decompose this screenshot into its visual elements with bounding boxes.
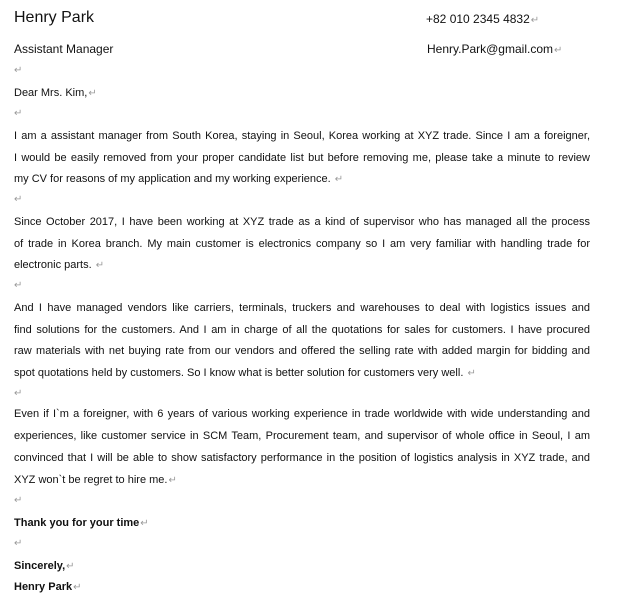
sender-title: Assistant Manager [14,42,114,56]
greeting-line: Dear Mrs. Kim,↵ [14,87,97,99]
body-line: Since October 2017, I have been working at XYZ trade as a kind of supervisor who has managed all the process [14,216,590,228]
paragraph-mark-icon: ↵ [554,45,563,56]
body-line: Even if I`m a foreigner, with 6 years of various working experience in trade worldwide with wide understanding and [14,408,590,420]
body-line-end: my CV for reasons of my application and my working experience. ↵ [14,173,344,185]
body-line: raw materials with net buying rate from our vendors and offered the selling rate with added margin for bidding and [14,345,590,357]
sender-phone: +82 010 2345 4832↵ [426,12,540,26]
paragraph-mark-icon: ↵ [334,174,344,185]
body-line: convinced that I will be able to show satisfactory performance in the position of logistics analysis in XYZ trade, and [14,452,590,464]
body-line: find solutions for the customers. And I am in charge of all the quotations for sales for customers. I have procured [14,324,590,336]
empty-paragraph-mark-icon: ↵ [14,280,23,291]
empty-paragraph-mark-icon: ↵ [14,65,23,76]
body-line: of trade in Korea branch. My main customer is electronics company so I am very familiar with handling trade for [14,238,590,250]
sincerely-line: Sincerely,↵ [14,560,75,572]
empty-paragraph-mark-icon: ↵ [14,388,23,399]
paragraph-mark-icon: ↵ [140,518,149,529]
empty-paragraph-mark-icon: ↵ [14,108,23,119]
paragraph-mark-icon: ↵ [66,561,75,572]
sender-email: Henry.Park@gmail.com↵ [427,42,563,56]
paragraph-mark-icon: ↵ [95,260,105,271]
paragraph-mark-icon: ↵ [88,88,97,99]
paragraph-mark-icon: ↵ [530,15,540,26]
signature-line: Henry Park↵ [14,581,82,593]
body-line: And I have managed vendors like carriers, terminals, truckers and warehouses to deal with logistics issues and [14,302,590,314]
empty-paragraph-mark-icon: ↵ [14,194,23,205]
empty-paragraph-mark-icon: ↵ [14,538,23,549]
body-line: I would be easily removed from your proper candidate list but before removing me, please take a minute to review [14,152,590,164]
body-line: I am a assistant manager from South Korea, staying in Seoul, Korea working at XYZ trade. Since I am a foreigner, [14,130,590,142]
body-line-end: electronic parts. ↵ [14,259,105,271]
paragraph-mark-icon: ↵ [168,475,177,486]
body-line-end: spot quotations held by customers. So I know what is better solution for customers very well. ↵ [14,367,476,379]
thanks-line: Thank you for your time↵ [14,517,149,529]
empty-paragraph-mark-icon: ↵ [14,495,23,506]
sender-name: Henry Park [14,9,95,26]
paragraph-mark-icon: ↵ [73,582,82,593]
paragraph-mark-icon: ↵ [467,368,476,379]
body-line: experiences, like customer service in SCM Team, Procurement team, and supervisor of whole office in Seoul, I am [14,430,590,442]
body-line-end: XYZ won`t be regret to hire me.↵ [14,474,177,486]
